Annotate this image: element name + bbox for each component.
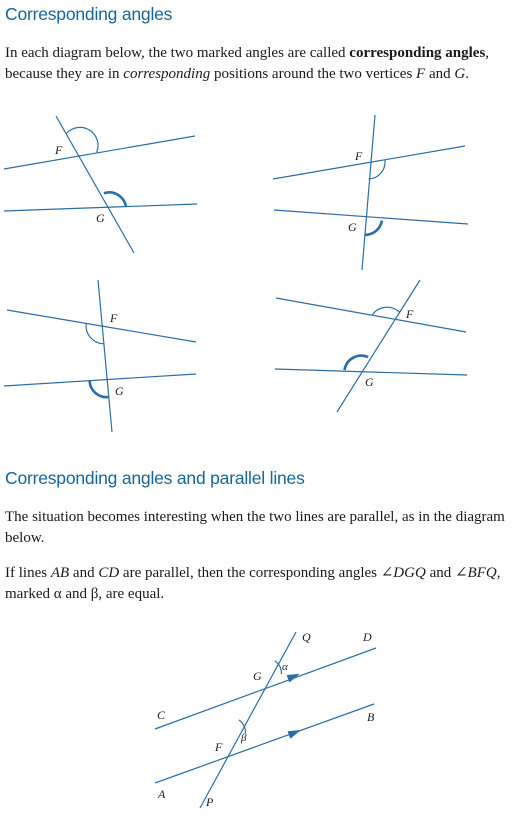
angle-alpha-label: α: [282, 661, 288, 673]
term-corresponding-angles: corresponding angles: [349, 45, 486, 61]
point-q-label: Q: [302, 630, 311, 644]
angle-bfq-label: ∠BFQ: [454, 565, 497, 581]
intro-text-and: and: [425, 66, 455, 82]
diagram-2-angle-arc-g: [364, 221, 382, 235]
statement-text-e: , marked α and β, are equal.: [5, 565, 501, 602]
statement-text-b: and: [69, 565, 99, 581]
diagram-3-label-f: F: [110, 311, 118, 325]
diagram-4-label-g: G: [365, 375, 374, 389]
statement-text-c: are parallel, then the corresponding angles: [119, 565, 381, 581]
section-heading-parallel-lines: Corresponding angles and parallel lines: [5, 468, 305, 488]
parallel-arrow-cd: [287, 674, 300, 683]
corresponding-angles-diagram-1: [0, 110, 210, 260]
vertex-f-label: F: [416, 66, 426, 82]
angle-beta-label: β: [241, 732, 247, 744]
diagram-1-label-g: G: [96, 211, 105, 225]
corresponding-angles-diagram-3: [0, 275, 210, 440]
intro-text-mid: , because they are in: [5, 45, 490, 82]
diagram-2-transversal: [362, 115, 375, 270]
statement-text-d: and: [425, 565, 455, 581]
point-d-label: D: [363, 630, 372, 644]
angle-dgq-label: ∠DGQ: [380, 565, 426, 581]
point-a-label: A: [158, 787, 166, 801]
diagram-3-lower-line: [4, 374, 196, 386]
diagram-2-lower-line: [274, 210, 468, 224]
parallel-lines-diagram: [145, 620, 390, 818]
corresponding-angles-diagram-2: [268, 110, 473, 275]
line-cd-label: CD: [98, 565, 120, 581]
diagram-1-transversal: [56, 116, 134, 253]
statement-text-a: If lines: [5, 565, 51, 581]
diagram-1-angle-arc-f: [66, 127, 98, 152]
parallel-arrow-ab: [288, 730, 301, 739]
diagram-4-transversal: [337, 280, 420, 412]
diagram-2-label-g: G: [348, 220, 357, 234]
point-c-label: C: [157, 708, 166, 722]
vertex-g-label: G: [454, 66, 466, 82]
section-heading-corresponding-angles: Corresponding angles: [5, 4, 173, 24]
diagram-1-upper-line: [4, 136, 195, 169]
diagram-1-lower-line: [4, 204, 197, 211]
diagram-4-angle-arc-f: [373, 307, 400, 314]
point-b-label: B: [367, 710, 375, 724]
angle-alpha-arc: [275, 661, 282, 674]
line-ab-label: AB: [50, 565, 70, 581]
diagram-1-label-f: F: [55, 143, 63, 157]
intro-text-lead: In each diagram below, the two marked angles are called: [5, 45, 350, 61]
point-f-label: F: [215, 740, 223, 754]
diagram-3-transversal: [98, 280, 112, 432]
parallel-intro-paragraph: The situation becomes interesting when the two lines are parallel, as in the diagram below.: [5, 509, 505, 546]
point-g-label: G: [253, 669, 262, 683]
parallel-statement-paragraph: [5, 563, 518, 605]
corresponding-angles-diagram-4: [270, 275, 475, 420]
diagram-3-angle-arc-f: [86, 324, 104, 344]
point-p-label: P: [206, 795, 214, 809]
intro-text-emphasis: corresponding: [123, 66, 211, 82]
diagram-1-angle-arc-g: [104, 192, 126, 206]
diagram-4-label-f: F: [406, 307, 414, 321]
intro-text-end: .: [465, 66, 469, 82]
intro-paragraph: [5, 43, 518, 85]
diagram-4-upper-line: [276, 298, 466, 332]
diagram-3-angle-arc-g: [90, 381, 109, 397]
transversal-pq: [200, 632, 296, 808]
intro-text-mid2: positions around the two vertices: [210, 66, 417, 82]
diagram-2-upper-line: [273, 146, 465, 179]
diagram-3-label-g: G: [115, 384, 124, 398]
line-ab: [155, 704, 374, 783]
diagram-2-label-f: F: [355, 149, 363, 163]
